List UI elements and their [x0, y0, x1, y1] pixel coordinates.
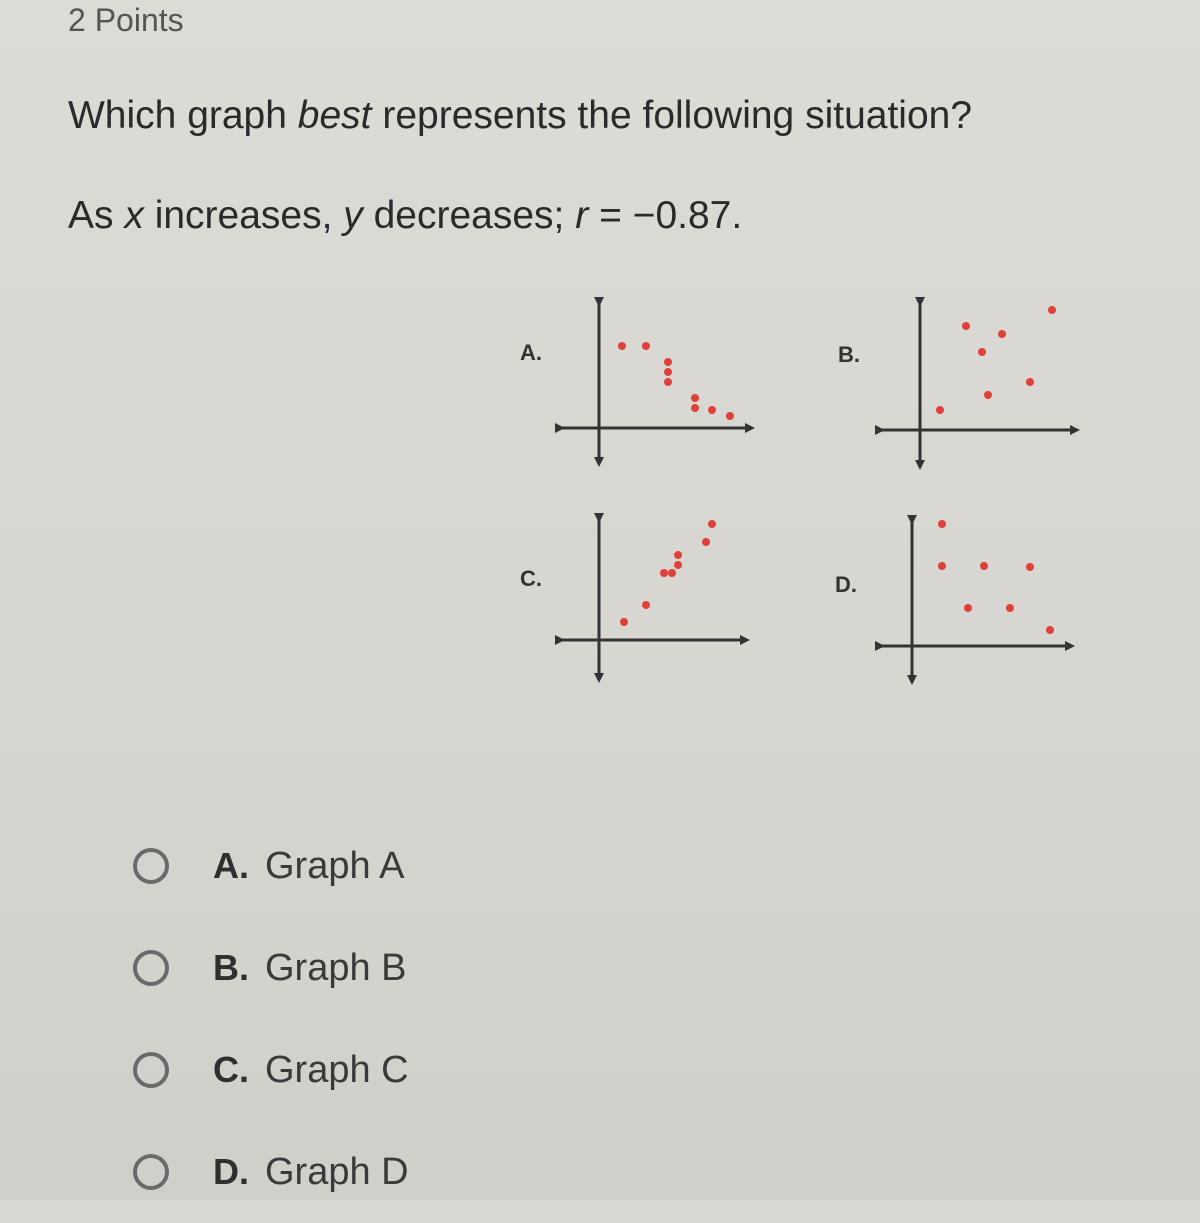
graph-d-point — [980, 562, 988, 570]
graph-d-point — [938, 562, 946, 570]
graph-c-point — [702, 538, 710, 546]
graph-d-point — [1026, 563, 1034, 571]
situation-part1: As — [68, 194, 125, 237]
graph-a-point — [664, 368, 672, 376]
situation-part4: = −0.87. — [588, 194, 743, 237]
graph-b-point — [1026, 378, 1034, 386]
option-c[interactable] — [133, 1019, 409, 1121]
question-text — [68, 94, 972, 138]
graph-a-point — [691, 404, 699, 412]
option-d[interactable] — [133, 1121, 409, 1223]
question-prefix: Which graph — [68, 94, 298, 137]
scatter-graphs — [540, 290, 1100, 700]
graph-c-point — [674, 551, 682, 559]
graph-a-point — [618, 342, 626, 350]
option-d-text: Graph D — [265, 1150, 409, 1193]
graph-a-point — [708, 406, 716, 414]
option-b[interactable] — [133, 917, 409, 1019]
graph-a-point — [691, 394, 699, 402]
option-a-letter: A. — [213, 845, 249, 886]
graph-c-point — [620, 618, 628, 626]
graph-d-point — [1006, 604, 1014, 612]
option-a[interactable] — [133, 815, 409, 917]
option-a-text: Graph A — [265, 844, 405, 887]
option-d-letter: D. — [213, 1151, 249, 1192]
question-emphasis: best — [297, 94, 372, 137]
graph-a-point — [664, 358, 672, 366]
question-suffix: represents the following situation? — [371, 94, 973, 137]
option-b-letter: B. — [213, 947, 249, 988]
situation-r: r — [575, 194, 589, 237]
graph-a-point — [664, 378, 672, 386]
graph-d-point — [964, 604, 972, 612]
graph-a-label: A. — [520, 340, 542, 365]
situation-x: x — [124, 194, 144, 237]
graph-a-point — [726, 412, 734, 420]
option-c-letter: C. — [213, 1049, 249, 1090]
situation-y: y — [343, 194, 363, 237]
radio-a[interactable] — [133, 848, 169, 884]
graph-c-point — [642, 601, 650, 609]
situation-part3: decreases; — [362, 194, 576, 237]
graph-b-point — [962, 322, 970, 330]
graph-a — [560, 302, 750, 462]
graph-b-point — [1048, 306, 1056, 314]
answer-options — [133, 815, 409, 1223]
graph-b — [880, 302, 1075, 465]
graph-c-point — [668, 569, 676, 577]
graph-d-point — [1046, 626, 1054, 634]
situation-text — [68, 194, 742, 238]
radio-d[interactable] — [133, 1154, 169, 1190]
graph-b-point — [998, 330, 1006, 338]
situation-part2: increases, — [143, 194, 344, 237]
graph-b-point — [936, 406, 944, 414]
graph-b-label: B. — [838, 342, 860, 367]
radio-c[interactable] — [133, 1052, 169, 1088]
graph-b-point — [984, 391, 992, 399]
graph-b-point — [978, 348, 986, 356]
option-c-text: Graph C — [265, 1048, 409, 1091]
graph-d — [880, 520, 1070, 680]
graph-c-point — [708, 520, 716, 528]
radio-b[interactable] — [133, 950, 169, 986]
graph-c-point — [674, 561, 682, 569]
option-b-text: Graph B — [265, 946, 407, 989]
graph-a-point — [642, 342, 650, 350]
graph-c — [560, 518, 745, 678]
graph-d-point — [938, 520, 946, 528]
graph-c-label: C. — [520, 566, 542, 591]
points-label: 2 Points — [68, 2, 184, 38]
graph-d-label: D. — [835, 572, 857, 597]
graph-c-point — [660, 569, 668, 577]
